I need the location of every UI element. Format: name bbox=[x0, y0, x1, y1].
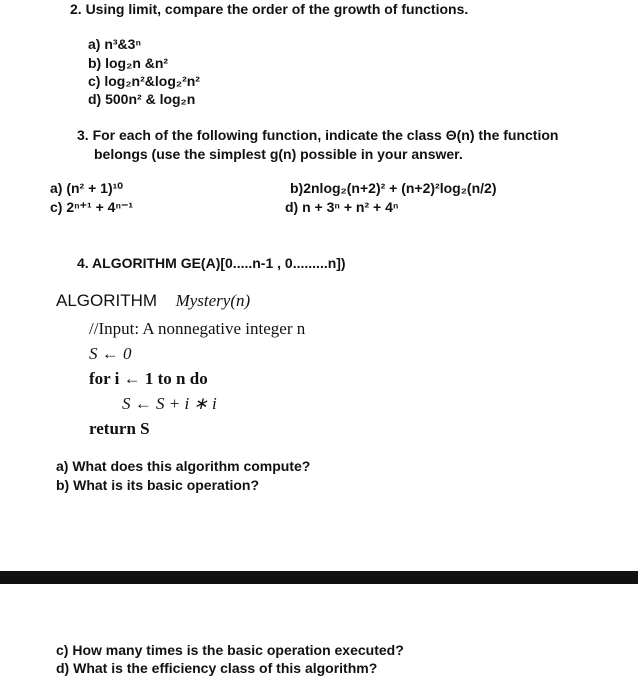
question-3-item-d: d) n + 3ⁿ + n² + 4ⁿ bbox=[285, 199, 399, 215]
algorithm-name: Mystery(n) bbox=[175, 291, 251, 310]
question-4-heading: 4. ALGORITHM GE(A)[0.....n-1 , 0.........n]) bbox=[77, 255, 346, 271]
algorithm-return-line: return S bbox=[89, 419, 150, 438]
question-3-item-a: a) (n² + 1)¹⁰ bbox=[50, 180, 123, 196]
question-what-compute: a) What does this algorithm compute? bbox=[56, 458, 311, 474]
question-2-item-a: a) n³&3ⁿ bbox=[88, 36, 141, 52]
question-3-item-b: b)2nlog₂(n+2)² + (n+2)²log₂(n/2) bbox=[290, 180, 497, 196]
question-2-heading: 2. Using limit, compare the order of the growth of functions. bbox=[70, 1, 469, 17]
question-basic-operation: b) What is its basic operation? bbox=[56, 477, 260, 493]
algorithm-body-line: S ← S + i ∗ i bbox=[122, 394, 217, 413]
question-times-executed: c) How many times is the basic operation executed? bbox=[56, 642, 404, 658]
question-2-item-c: c) log₂n²&log₂²n² bbox=[88, 73, 200, 89]
algorithm-init-line: S ← 0 bbox=[89, 344, 132, 363]
page-divider bbox=[0, 571, 638, 584]
question-2-item-d: d) 500n² & log₂n bbox=[88, 91, 196, 107]
algorithm-keyword: ALGORITHM bbox=[56, 291, 158, 310]
question-3-item-c: c) 2ⁿ⁺¹ + 4ⁿ⁻¹ bbox=[50, 199, 134, 215]
question-3-heading-line2: belongs (use the simplest g(n) possible in your answer. bbox=[94, 146, 463, 162]
algorithm-input-comment: //Input: A nonnegative integer n bbox=[89, 319, 306, 338]
question-2-item-b: b) log₂n &n² bbox=[88, 55, 169, 71]
question-efficiency-class: d) What is the efficiency class of this algorithm? bbox=[56, 660, 378, 676]
question-3-heading-line1: 3. For each of the following function, indicate the class Θ(n) the function bbox=[77, 127, 559, 143]
algorithm-header bbox=[56, 291, 250, 311]
algorithm-for-line: for i ← 1 to n do bbox=[89, 369, 208, 388]
